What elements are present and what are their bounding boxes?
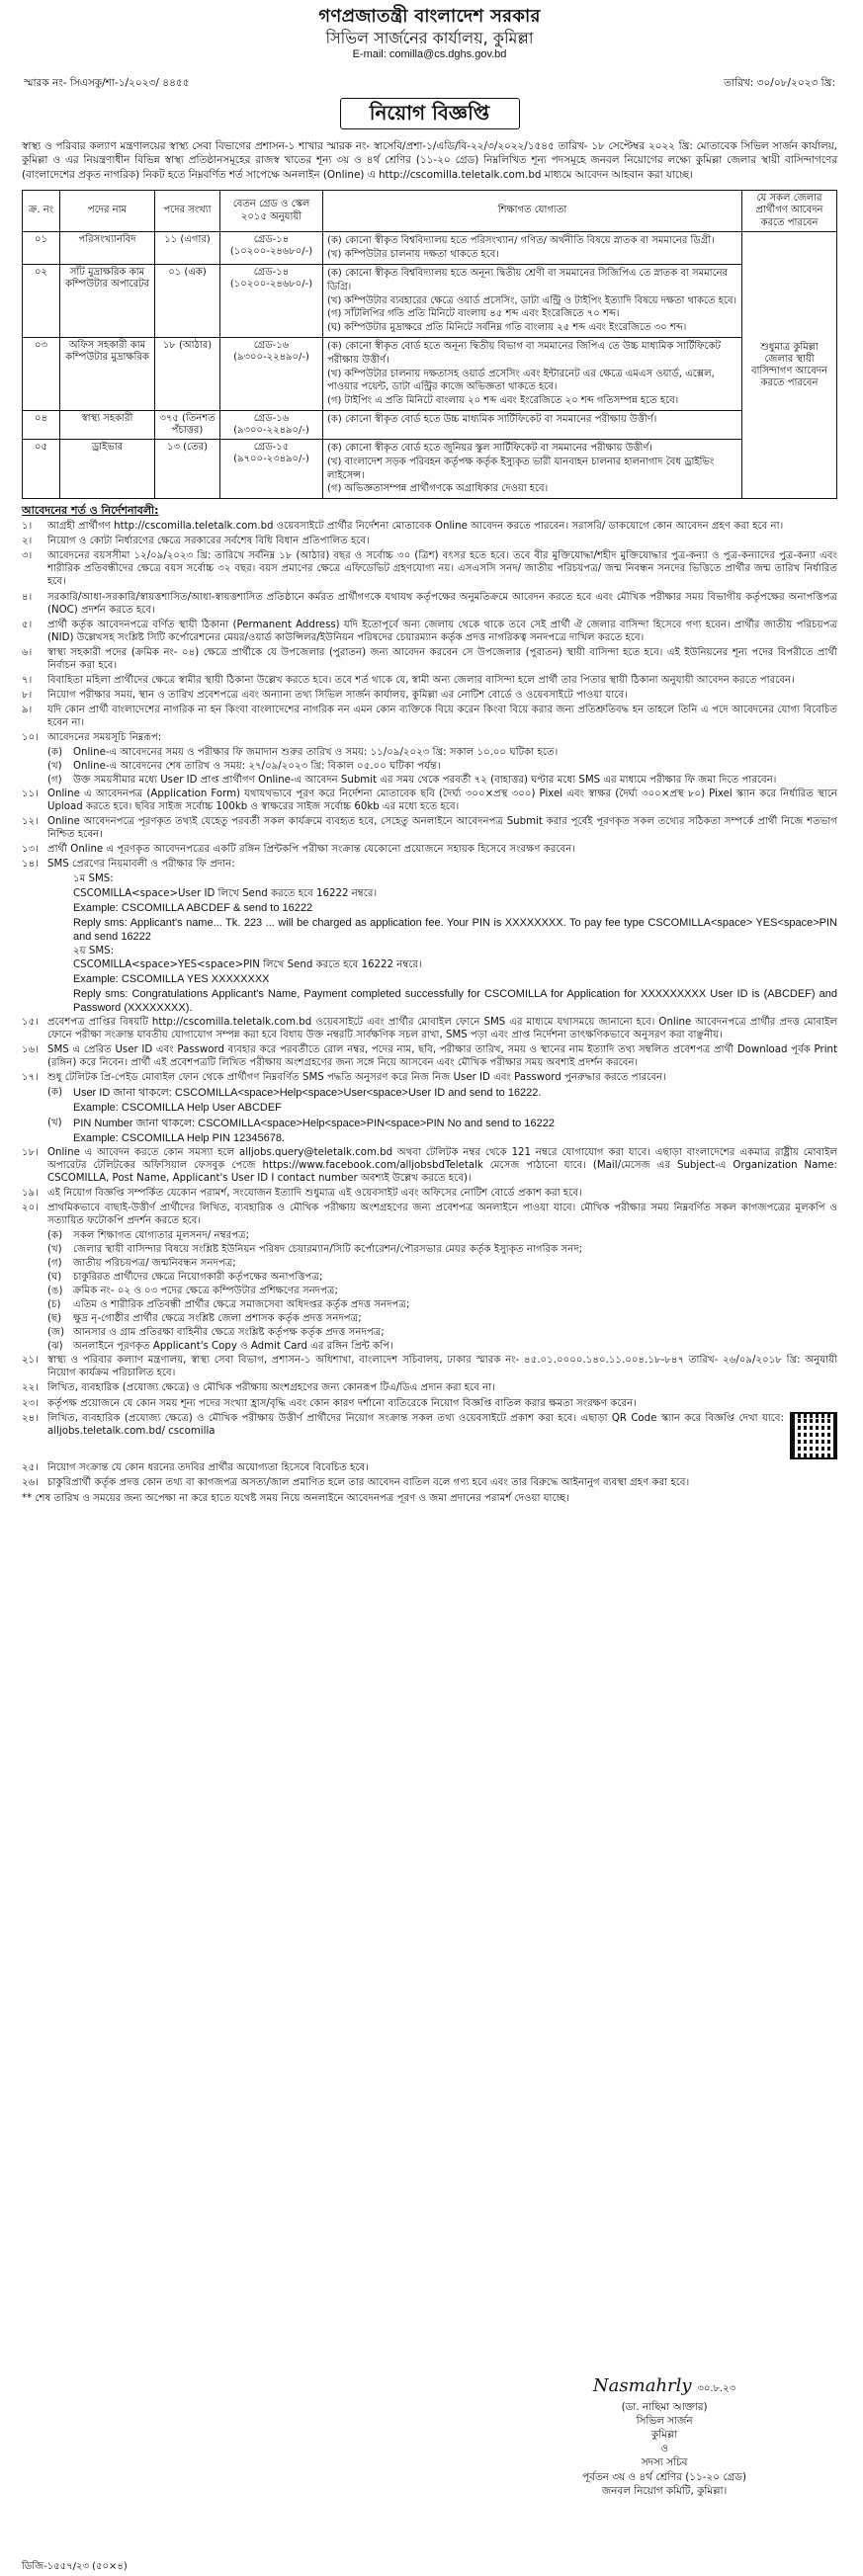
condition-number: ২৫। [22, 1461, 39, 1473]
row-district: শুধুমাত্র কুমিল্লা জেলার স্থায়ী বাসিন্দাগণ আবেদন করতে পারবেন [742, 232, 837, 499]
sub-marker [47, 945, 73, 957]
signatory-place: কুমিল্লা [650, 2429, 678, 2442]
condition-item [22, 520, 837, 533]
condition-text: নিয়োগ পরীক্ষার সময়, স্থান ও তারিখ প্রবেশপত্রে এবং অন্যান্য তথ্য সিভিল সার্জন কার্যালয়, কুমিল্লা এর নোটিশ বোর্ডে ও ওয়েবসাইটে পাওয়া যাবে। [47, 689, 628, 701]
condition-number: ৬। [22, 646, 33, 658]
condition-item [22, 1461, 837, 1474]
row-grade [220, 232, 323, 265]
qualification-item: (ক) কোনো স্বীকৃত বোর্ড হতে উচ্চ মাধ্যমিক সার্টিফিকেট বা সমমানের পরীক্ষায় উত্তীর্ণ। [327, 413, 657, 425]
committee-line2: জনবল নিয়োগ কমিটি, কুমিল্লা। [601, 2484, 728, 2497]
committee-line1: পূর্বতন ৩য় ও ৪র্থ শ্রেণির (১১-২০ গ্রেড) [582, 2470, 746, 2483]
sub-marker [47, 873, 73, 885]
sub-marker [47, 887, 73, 900]
sub-text: Example: CSCOMILLA Help PIN 12345678. [73, 1131, 286, 1144]
row-post-name: সাঁট মুদ্রাক্ষরিক কাম কম্পিউটার অপারেটর [60, 264, 155, 337]
condition-item [22, 815, 837, 841]
condition-text: শুধু টেলিটক প্রি-পেইড মোবাইল ফোন থেকে প্রার্থীগণ নিম্নবর্ণিত SMS পদ্ধতি অনুসরণ করে নিজ নিজ User ID এবং Password পুনরুদ্ধার করতে পারবেন। [47, 1072, 666, 1084]
row-serial: ০৩ [23, 337, 60, 410]
condition-number: ২৬। [22, 1476, 39, 1488]
signatory-role: সদস্য সচিব [641, 2456, 688, 2469]
condition-text: প্রাথমিকভাবে বাছাই-উত্তীর্ণ প্রার্থীদের লিখিত, ব্যবহারিক ও মৌখিক পরীক্ষায় অংশগ্রহণের জন্য প্রবেশপত্র অনলাইনে পাওয়া যাবে। মৌখিক পরীক্ষার সময় নিম্নবর্ণিত সকল কাগজপত্রের মূলকপি ও সত্যায়িত ফটোকপি প্রদর্শন করতে হবে। [47, 1202, 837, 1226]
sms-line [47, 958, 837, 971]
table-row [23, 264, 837, 337]
qualification-item: (গ) টাইপিং এ প্রতি মিনিটে বাংলায় ২০ শব্দ এবং ইংরেজিতে ২০ শব্দ গতিসম্পন্ন হতে হবে। [327, 395, 679, 407]
retrieve-item [47, 1086, 837, 1100]
notice-title: নিয়োগ বিজ্ঞপ্তি [340, 98, 520, 129]
sub-text: User ID জানা থাকলে: CSCOMILLA<space>Help<space>User<space>User ID and send to 16222. [73, 1087, 542, 1100]
pay-scale: (৯৩০০-২২৪৯০/-) [233, 351, 309, 363]
sub-text: ক্রমিক নং- ০২ ও ০৩ পদের ক্ষেত্রে কম্পিউটার প্রশিক্ষণের সনদপত্র; [73, 1286, 338, 1297]
grade-label: গ্রেড-১৪ [253, 266, 290, 278]
col-grade: বেতন গ্রেড ও স্কেল ২০১৫ অনুযায়ী [220, 190, 323, 232]
condition-number: ৭। [22, 674, 33, 686]
condition-item [22, 689, 837, 702]
sub-marker: (চ) [47, 1299, 61, 1311]
col-district: যে সকল জেলার প্রার্থীগণ আবেদন করতে পারবেন [742, 190, 837, 232]
document-item [47, 1271, 837, 1284]
memo-reference: স্মারক নং- সিএসকু/শা-১/২০২৩/ ৪৪৫৫ [24, 76, 190, 89]
condition-number: ৩। [22, 550, 33, 562]
row-post-name: ড্রাইভার [60, 439, 155, 498]
condition-item [22, 1397, 837, 1410]
condition-item [22, 1187, 837, 1200]
condition-text: যদি কোন প্রার্থী বাংলাদেশের নাগরিক না হন কিংবা বাংলাদেশের নাগরিক নন এমন কোন ব্যক্তিকে বিয়ে করেন কিংবা বিয়ে করার জন্য প্রতিশ্রুতিবদ্ধ হন তাহলে তিনি এ পদে আবেদনের যোগ্য বিবেচিত হবেন না। [47, 704, 837, 728]
condition-text: বিবাহিতা মহিলা প্রার্থীদের ক্ষেত্রে স্বামীর স্থায়ী ঠিকানা উল্লেখ করতে হবে। তবে শর্ত থাকে যে, স্বামী অন্য জেলার বাসিন্দা হলে প্রার্থী তার পিতার স্থায়ী ঠিকানা অনুযায়ী আবেদন করতে পারবেন। [47, 674, 795, 686]
row-serial: ০২ [23, 264, 60, 337]
grade-label: গ্রেড-১৪ [253, 234, 290, 246]
condition-number: ১৭। [22, 1072, 39, 1084]
row-qualification [323, 264, 742, 337]
pay-scale: (৯৭০০-২৩৪৯০/-) [233, 453, 309, 464]
condition-number: ৫। [22, 619, 33, 630]
condition-number: ১৩। [22, 844, 39, 856]
sub-text: Reply sms: Applicant's name... Tk. 223 ... will be charged as application fee. Your PIN is XXXXXXXX. To pay fee type CSCOMILLA<space> YES<space>PIN and send 16222 [73, 916, 837, 943]
table-header-row [23, 190, 837, 232]
condition-text: স্বাস্থ্য সহকারী পদের (ক্রমিক নং- ০৪) ক্ষেত্রে প্রার্থীকে যে উপজেলার (পুরাতন) জন্য আবেদন করবেন সে উপজেলার (পুরাতন) স্থায়ী বাসিন্দা হতে হবে। এই ইউনিয়নের শূন্য পদের বিপরীতে প্রার্থী নির্বাচন করা হবে। [47, 646, 838, 671]
condition-text: এই নিয়োগ বিজ্ঞপ্তি সম্পর্কিত যেকোন পরামর্শ, সংযোজন ইত্যাদি শুধুমাত্র এই ওয়েবসাইট এবং অফিসের নোটিশ বোর্ডে প্রকাশ করা হবে। [47, 1187, 582, 1199]
condition-text: প্রার্থী কর্তৃক আবেদনপত্রে বর্ণিত স্থায়ী ঠিকানা (Permanent Address) যদি ইতোপূর্বে অন্য জেলায় থেকে থাকে তবে সেই প্রার্থী ঐ জেলার বাসিন্দা হিসেবে গণ্য হবেন। প্রার্থীর জাতীয় পরিচয়পত্র (NID) উল্লেখসহ সংশ্লিষ্ট সিটি কর্পোরেশনের মেয়র/ওয়ার্ড কাউন্সিলর/ইউনিয়ন পরিষদের চেয়ারম্যান কর্তৃক প্রদত্ত নাগরিকত্ব সনদপত্রে দাখিল করতে হবে। [47, 619, 837, 643]
sub-marker: (গ) [47, 1258, 62, 1270]
condition-item [22, 788, 837, 813]
table-row [23, 232, 837, 265]
qualification-item: (খ) কম্পিউটার ব্যবহারের ক্ষেত্রে ওয়ার্ড প্রসেসিং, ডাটা এন্ট্রি ও টাইপিং ইত্যাদি বিষয়ে দক্ষতা থাকতে হবে। [327, 294, 737, 306]
condition-number: ১৫। [22, 1017, 39, 1029]
row-grade [220, 410, 323, 439]
col-post-count: পদের সংখ্যা [155, 190, 220, 232]
row-post-name: পরিসংখ্যানবিদ [60, 232, 155, 265]
row-grade [220, 439, 323, 498]
sub-marker: (খ) [47, 1117, 62, 1128]
row-grade [220, 264, 323, 337]
sub-marker: (জ) [47, 1327, 65, 1339]
condition-text: কর্তৃপক্ষ প্রয়োজনে যে কোন সময় শূন্য পদের সংখ্যা হ্রাস/বৃদ্ধি এবং কোন কারণ দর্শানো ব্যতিরেকে নিয়োগ বিজ্ঞপ্তি বাতিল করার ক্ষমতা সংরক্ষণ করেন। [47, 1397, 637, 1409]
sms-line [47, 945, 837, 957]
condition-number: ৪। [22, 591, 33, 603]
row-post-count: ১৩ (তের) [155, 439, 220, 498]
condition-item [22, 535, 837, 547]
row-serial: ০৫ [23, 439, 60, 498]
row-post-count: ০১ (এক) [155, 264, 220, 337]
sub-text: Reply sms: Congratulations Applicant's Name, Payment completed successfully for CSCOMILLA for Application for XXXXXXXXX User ID is (ABCDEF) and Password (XXXXXXXX). [73, 987, 837, 1015]
sub-marker: (ঝ) [47, 1341, 63, 1353]
signature-scrawl: Nasmahrly ৩০.৮.২৩ [592, 2375, 736, 2396]
document-item [47, 1340, 837, 1353]
closing-note: ** শেষ তারিখ ও সময়ের জন্য অপেক্ষা না করে হাতে যথেষ্ট সময় নিয়ে অনলাইনে আবেদনপত্র পূরণ ও জমা প্রদানের পরামর্শ দেওয়া যাচ্ছে। [22, 1492, 569, 1504]
conditions-title: আবেদনের শর্ত ও নির্দেশনাবলী: [22, 504, 159, 518]
condition-text: সরকারি/আধা-সরকারি/স্বায়ত্তশাসিত/আধা-স্বায়ত্তশাসিত প্রতিষ্ঠানে কর্মরত প্রার্থীগণকে যথাযথ কর্তৃপক্ষের অনুমতিক্রমে আবেদন করতে হবে এবং মৌখিক পরীক্ষার সময় বিভাগীয় কর্তৃপক্ষের অনাপত্তিপত্র (NOC) প্রদর্শন করতে হবে। [47, 591, 837, 616]
grade-label: গ্রেড-১৬ [253, 339, 290, 351]
condition-item [22, 619, 837, 644]
row-qualification [323, 439, 742, 498]
memo-date: তারিখ: ৩০/০৮/২০২৩ খ্রি: [724, 76, 835, 89]
row-serial: ০৪ [23, 410, 60, 439]
table-row [23, 337, 837, 410]
condition-number: ৮। [22, 689, 33, 701]
condition-text: আবেদনের বয়সসীমা ১২/০৯/২০২৩ খ্রি: তারিখে সর্বনিম্ন ১৮ (আঠার) বছর ও সর্বোচ্চ ৩০ (ত্রিশ) বৎসর হতে হবে। তবে বীর মুক্তিযোদ্ধা/শহীদ মুক্তিযোদ্ধার পুত্র-কন্যা ও পুত্র-কন্যাদের পুত্র-কন্যা এবং শারীরিক প্রতিবন্ধীদের ক্ষেত্রে বয়স সর্বোচ্চ ৩২ বছর। বয়স প্রমাণের ক্ষেত্রে এফিডেভিট গ্রহণযোগ্য নয়। এসএসসি সনদ/ জাতীয় পরিচয়পত্র/ জন্ম নিবন্ধন সনদের ভিত্তিতে প্রার্থীর জন্ম তারিখ নির্ধারিত হবে। [47, 550, 837, 588]
row-post-name: অফিস সহকারী কাম কম্পিউটার মুদ্রাক্ষরিক [60, 337, 155, 410]
sub-text: Online-এ আবেদনের সময় ও পরীক্ষার ফি জমাদান শুরুর তারিখ ও সময়: ১১/০৯/২০২৩ খ্রি: সকাল ১০.০০ ঘটিকা হতে। [73, 747, 559, 759]
condition-text: আবেদনের সময়সূচি নিম্নরূপ: [47, 732, 162, 743]
sub-marker [47, 958, 73, 971]
retrieve-item [47, 1117, 837, 1130]
qualification-item: (ক) কোনো স্বীকৃত বিশ্ববিদ্যালয় হতে অনূন্য দ্বিতীয় শ্রেণী বা সমমানের সিজিপিএ তে স্নাতক বা সমমানের ডিগ্রি। [327, 267, 729, 292]
sub-text: Example: CSCOMILLA YES XXXXXXXX [73, 972, 270, 985]
condition-item [22, 1146, 837, 1185]
condition-text: Online এ আবেদনপত্র (Application Form) যথাযথভাবে পূরণ করে নির্দেশনা মোতাবেক ছবি (দৈর্ঘ্য ৩০০×প্রস্থ ৩০০) Pixel এবং স্বাক্ষর (দৈর্ঘ্য ৩০০×প্রস্থ ৮০) Pixel স্ক্যান করে নির্ধারিত স্থানে Upload করতে হবে। ছবির সাইজ সর্বোচ্চ 100kb ও স্বাক্ষরের সাইজ সর্বোচ্চ 60kb এর মধ্যে হতে হবে। [47, 789, 837, 813]
footer-code: ডিজি-১৫৫৭/২৩ (৫০×৪) [22, 2561, 128, 2572]
condition-number: ১৯। [22, 1187, 39, 1199]
condition-item [22, 1202, 837, 1227]
condition-item [22, 1071, 837, 1084]
sub-marker: (খ) [47, 761, 62, 773]
condition-text: Online এ আবেদন করতে কোন সমস্যা হলে alljobs.query@teletalk.com.bd অথবা টেলিটক নম্বর থেকে 121 নম্বরে যোগাযোগ করা যাবে। এছাড়া বাংলাদেশের একমাত্র রাষ্ট্রীয় মোবাইল অপারেটর টেলিটকের অফিসিয়াল ফেসবুক পেজে https://www.facebook.com/alljobsbdTeletalk মেসেজ পাঠানো যাবে। (Mail/মেসেজ এর Subject-এ Organization Name: CSCOMILLA, Post Name, Applicant's User ID I contact number অবশ্যই উল্লেখ করতে হবে)। [47, 1146, 837, 1184]
condition-text: প্রবেশপত্র প্রাপ্তির বিষয়টি http://cscomilla.teletalk.com.bd ওয়েবসাইটে এবং প্রার্থীর মোবাইল ফোনে SMS এর মাধ্যমে যথাসময়ে জানানো হবে। Online আবেদনপত্রে প্রার্থীর প্রদত্ত মোবাইল ফোনে পরীক্ষা সংক্রান্ত যাবতীয় যোগাযোগ সম্পন্ন করা হবে বিধায় উক্ত নম্বরটি সার্বক্ষণিক সচল রাখা, SMS পড়া এবং প্রাপ্ত নির্দেশনা তাৎক্ষণিকভাবে অনুসরণ করা বাঞ্ছনীয়। [47, 1017, 837, 1041]
row-post-count: ১১ (এগার) [155, 232, 220, 265]
sub-text: CSCOMILLA<space>User ID লিখে Send করতে হবে 16222 নম্বরে। [73, 887, 378, 899]
signatory-name: (ডা. নাছিমা আক্তার) [621, 2401, 708, 2414]
document-item [47, 1229, 837, 1242]
sub-marker: (গ) [47, 775, 62, 787]
condition-text: প্রার্থী Online এ পূরণকৃত আবেদনপত্রের একটি রঙ্গিন প্রিন্টকপি পরীক্ষা সংক্রান্ত যেকোনো প্রয়োজনে সহায়ক হিসেবে সংরক্ষণ করবেন। [47, 844, 575, 856]
sms-line [47, 987, 837, 1015]
condition-item [22, 704, 837, 729]
schedule-item [47, 760, 837, 773]
table-row [23, 439, 837, 498]
condition-text: Online আবেদনপত্রে পূরণকৃত তথ্যই যেহেতু পরবর্তী সকল কার্যক্রমে ব্যবহৃত হবে, সেহেতু অনলাইনে আবেদনপত্র Submit করার পূর্বেই পূরণকৃত সকল তথ্যের সঠিকতা সম্পর্কে প্রার্থী নিজে শতভাগ নিশ্চিত হবেন। [47, 816, 837, 841]
sub-text: চাকুরিরত প্রার্থীদের ক্ষেত্রে নিয়োগকারী কর্তৃপক্ষের অনাপত্তিপত্র; [73, 1272, 323, 1284]
pay-scale: (৯৩০০-২২৪৯০/-) [233, 424, 309, 436]
condition-number: ৯। [22, 704, 33, 715]
letterhead [22, 0, 837, 61]
qualification-item: (খ) কম্পিউটার চালনায় দক্ষতাসহ ওয়ার্ড প্রসেসিং এবং ইন্টারনেট এর ক্ষেত্রে এমএস ওয়ার্ড, এক্সেল, পাওয়ার পয়েন্ট, ডাটা এন্ট্রির কাজে অভিজ্ঞতা থাকতে হবে। [327, 368, 715, 393]
table-row [23, 410, 837, 439]
sub-marker: (ঙ) [47, 1286, 63, 1297]
document-item [47, 1257, 837, 1270]
condition-number: ২৩। [22, 1397, 39, 1409]
col-serial: ক্র. নং [23, 190, 60, 232]
condition-number: ১২। [22, 816, 39, 828]
condition-item [22, 731, 837, 744]
condition-text: লিখিত, ব্যবহারিক (প্রযোজ্য ক্ষেত্রে) ও মৌখিক পরীক্ষায় উত্তীর্ণ প্রার্থীদের নিয়োগ সংক্রান্ত সকল তথ্য ওয়েবসাইটে প্রকাশ করা হবে। এছাড়া QR Code স্ক্যান করে বিজ্ঞপ্তি দেখা যাবে: alljobs.teletalk.com.bd/ cscomilla [47, 1412, 784, 1437]
qr-code[interactable] [790, 1412, 837, 1459]
qualification-item: (খ) বাংলাদেশ সড়ক পরিবহন কর্তৃপক্ষ কর্তৃক ইস্যুকৃত ভারী যানবাহন চালনার হালনাগাদ বৈধ ড্রাইভিং লাইসেন্স। [327, 456, 715, 481]
row-serial: ০১ [23, 232, 60, 265]
sub-marker: (ঘ) [47, 1272, 62, 1284]
signatory-and: ও [660, 2443, 668, 2455]
condition-number: ১৮। [22, 1146, 39, 1158]
schedule-item [47, 746, 837, 759]
qualification-item: (ক) কোনো স্বীকৃত বিশ্ববিদ্যালয় হতে পরিসংখ্যান/ গণিত/ অর্থনীতি বিষয়ে স্নাতক বা সমমানের ডিগ্রী। [327, 235, 715, 247]
condition-number: ২২। [22, 1382, 39, 1394]
sub-text: CSCOMILLA<space>YES<space>PIN লিখে Send করতে হবে 16222 নম্বরে। [73, 958, 422, 970]
grade-label: গ্রেড-১৬ [253, 412, 290, 424]
sub-text: Online-এ আবেদনের শেষ তারিখ ও সময়: ২৭/০৯/২০২৩ খ্রি: বিকাল ০৫.০০ ঘটিকা পর্যন্ত। [73, 761, 441, 773]
condition-text: SMS এ প্রেরিত User ID এবং Password ব্যবহার করে পরবর্তীতে রোল নম্বর, পদের নাম, ছবি, পরীক্ষার তারিখ, সময় ও স্থানের নাম ইত্যাদি তথ্য সম্বলিত প্রবেশপত্র প্রার্থী Download পূর্বক Print (রঙ্গিন) করে নিবেন। প্রার্থী এই প্রবেশপত্রটি লিখিত পরীক্ষায় অংশগ্রহণের জন্য সঙ্গে নিয়ে আসবেন এবং মৌখিক পরীক্ষার সময় অবশ্যই প্রদর্শন করবেন। [47, 1044, 837, 1069]
condition-text: লিখিত, ব্যবহারিক (প্রযোজ্য ক্ষেত্রে) ও মৌখিক পরীক্ষায় অংশগ্রহণের জন্য কোনরূপ টিএ/ডিএ প্রদান করা হবে না। [47, 1382, 495, 1394]
signature-block [582, 2374, 746, 2498]
sub-marker: (ক) [47, 747, 63, 759]
document-item [47, 1312, 837, 1325]
condition-text: SMS প্রেরণের নিয়মাবলী ও পরীক্ষার ফি প্রদান: [47, 859, 235, 871]
sub-marker [47, 972, 73, 986]
sub-text: অনলাইনে পূরণকৃত Applicant's Copy ও Admit Card এর রঙ্গিন প্রিন্ট কপি। [73, 1341, 393, 1353]
sub-marker [47, 901, 73, 915]
qualification-item: (গ) অভিজ্ঞতাসম্পন্ন প্রার্থীগণকে অগ্রাধিকার দেওয়া হবে। [327, 483, 549, 495]
row-post-count: ১৮ (আঠার) [155, 337, 220, 410]
sms-line [47, 901, 837, 915]
condition-text: স্বাস্থ্য ও পরিবার কল্যাণ মন্ত্রণালয়, স্বাস্থ্য সেবা বিভাগ, প্রশাসন-১ অধিশাখা, বাংলাদেশ সচিবালয়, ঢাকার স্মারক নং- ৪৫.০১.০০০০.১৪০.১১.০০৪.১৮-৮৪৭ তারিখ- ২৬/০৯/২০১৮ খ্রি: অনুযায়ী নিয়োগ কার্যক্রম পরিচালিত হবে। [47, 1355, 837, 1379]
condition-item [22, 1043, 837, 1069]
sms-line [47, 972, 837, 986]
row-grade [220, 337, 323, 410]
condition-number: ১। [22, 521, 33, 533]
sub-text: Example: CSCOMILLA Help User ABCDEF [73, 1102, 282, 1115]
sub-text: জাতীয় পরিচয়পত্র/ জন্মনিবন্ধন সনদপত্র; [73, 1258, 236, 1270]
sub-text: সকল শিক্ষাগত যোগ্যতার মূলসনদ/ নম্বরপত্র; [73, 1229, 250, 1241]
condition-number: ১৬। [22, 1044, 39, 1056]
retrieve-item [47, 1101, 837, 1115]
condition-item [22, 1412, 837, 1459]
signature-date: ৩০.৮.২৩ [697, 2383, 736, 2394]
condition-number: ১৪। [22, 859, 39, 871]
row-post-name: স্বাস্থ্য সহকারী [60, 410, 155, 439]
sub-marker: (ক) [47, 1229, 63, 1241]
condition-item [22, 1354, 837, 1379]
condition-item [22, 843, 837, 856]
memo-line [22, 77, 837, 90]
sms-line [47, 887, 837, 900]
condition-number: ২১। [22, 1355, 39, 1367]
row-qualification [323, 337, 742, 410]
sub-text: PIN Number জানা থাকলে: CSCOMILLA<space>Help<space>PIN<space>PIN No and send to 16222 [73, 1117, 555, 1129]
row-qualification [323, 410, 742, 439]
sub-text: ২য় SMS: [73, 945, 115, 956]
qualification-item: (খ) কম্পিউটার চালনায় দক্ষতা থাকতে হবে। [327, 249, 499, 261]
office-name: সিভিল সার্জনের কার্যালয়, কুমিল্লা [325, 28, 534, 47]
sub-text: Example: CSCOMILLA ABCDEF & send to 16222 [73, 901, 313, 914]
sms-line [47, 916, 837, 944]
sub-marker [47, 1101, 73, 1115]
sub-text: এতিম ও শারীরিক প্রতিবন্ধী প্রার্থীর ক্ষেত্রে সমাজসেবা অধিদপ্তর কর্তৃক প্রদত্ত সনদপত্র; [73, 1299, 410, 1311]
col-post-name: পদের নাম [60, 190, 155, 232]
sub-text: ১ম SMS: [73, 873, 114, 885]
conditions-list [22, 520, 837, 1504]
sub-text: আনসার ও গ্রাম প্রতিরক্ষা বাহিনীর ক্ষেত্রে সংশ্লিষ্ট কর্তৃপক্ষ কর্তৃক প্রদত্ত সনদপত্র; [73, 1327, 385, 1339]
qualification-item: (গ) সাঁটলিপির গতি প্রতি মিনিটে বাংলায় ৪৫ শব্দ এবং ইংরেজিতে ৭০ শব্দ। [327, 308, 620, 320]
qualification-item: (ঘ) কম্পিউটার মুদ্রাক্ষরে প্রতি মিনিটে সর্বনিম্ন গতি বাংলায় ২৫ শব্দ এবং ইংরেজিতে ৩০ শব্দ। [327, 322, 687, 334]
condition-number: ১০। [22, 732, 39, 743]
condition-number: ১১। [22, 789, 39, 800]
condition-item [22, 1476, 837, 1489]
sub-marker: (খ) [47, 1244, 62, 1255]
sub-marker: (ক) [47, 1087, 63, 1099]
condition-number: ২০। [22, 1202, 39, 1213]
sub-text: জেলার স্থায়ী বাসিন্দার বিষয়ে সংশ্লিষ্ট ইউনিয়ন পরিষদ চেয়ারম্যান/সিটি কর্পোরেশন/পৌরসভার মেয়র কর্তৃক ইস্যুকৃত নাগরিক সনদ; [73, 1244, 583, 1255]
condition-text: আগ্রহী প্রার্থীগণ http://cscomilla.teletalk.com.bd ওয়েবসাইটে প্রার্থীর নির্দেশনা মোতাবেক Online আবেদন করতে পারবেন। সরাসরি/ ডাকযোগে কোন আবেদন গ্রহণ করা হবে না। [47, 521, 784, 533]
grade-label: গ্রেড-১৫ [253, 441, 290, 453]
sub-text: উক্ত সময়সীমার মধ্যে User ID প্রাপ্ত প্রার্থীগণ Online-এ আবেদন Submit এর সময় থেকে পরবর্তী ৭২ (বাহাত্তর) ঘণ্টার মধ্যে SMS এর মাধ্যমে পরীক্ষার ফি জমা দিতে পারবেন। [73, 775, 777, 787]
government-name: গণপ্রজাতন্ত্রী বাংলাদেশ সরকার [318, 6, 541, 27]
qualification-item: (ক) কোনো স্বীকৃত বোর্ড হতে জুনিয়র স্কুল সার্টিফিকেট বা সমমানের পরীক্ষায় উত্তীর্ণ। [327, 442, 653, 454]
document-item [47, 1243, 837, 1256]
office-email: E-mail: comilla@cs.dghs.gov.bd [352, 47, 507, 60]
condition-item [22, 549, 837, 588]
document-item [47, 1298, 837, 1311]
condition-text: নিয়োগ সংক্রান্ত যে কোন ধরনের তদবির প্রার্থীর অযোগ্যতা হিসেবে বিবেচিত হবে। [47, 1461, 369, 1473]
sms-line [47, 873, 837, 885]
row-post-count: ৩৭৫ (তিনশত পঁচাত্তর) [155, 410, 220, 439]
intro-paragraph: স্বাস্থ্য ও পরিবার কল্যাণ মন্ত্রণালয়ের স্বাস্থ্য সেবা বিভাগের প্রশাসন-১ শাখার স্মারক নং- স্বাসেবি/প্রশা-১/এডি/বি-২২/৩/২০২২/১৫৪৫ তারিখ- ১৮ সেপ্টেম্বর ২০২২ খ্রি: মোতাবেক সিভিল সার্জন কার্যালয়, কুমিল্লা ও এর নিয়ন্ত্রণাধীন বিভিন্ন স্বাস্থ্য প্রতিষ্ঠানসমূহের রাজস্ব খাতের শূন্য ৩য় ও ৪র্থ শ্রেণির (১১-২০ গ্রেড) নিম্নলিখিত শূন্য পদসমূহে জনবল নিয়োগের লক্ষ্যে কুমিল্লা জেলার স্থায়ী বাসিন্দাগণের (বাংলাদেশের প্রকৃত নাগরিক) নিকট হতে নিম্নবর্ণিত শর্ত সাপেক্ষে অনলাইন (Online) এ http://cscomilla.teletalk.com.bd মাধ্যমে আবেদন আহবান করা যাচ্ছে। [22, 139, 837, 182]
vacancy-table [22, 190, 837, 499]
document-item [47, 1326, 837, 1339]
condition-item [22, 591, 837, 617]
document-item [47, 1285, 837, 1297]
condition-item [22, 674, 837, 687]
pay-scale: (১০২০০-২৪৬৮০/-) [229, 246, 313, 258]
condition-number: ২। [22, 536, 33, 547]
condition-text: নিয়োগ ও কোটা নির্ধারণের ক্ষেত্রে সরকারের সর্বশেষ বিধি বিধান প্রতিপালিত হবে। [47, 536, 370, 547]
col-qualification: শিক্ষাগত যোগ্যতা [323, 190, 742, 232]
sub-marker [47, 916, 73, 944]
condition-text: চাকুরিপ্রার্থী কর্তৃক প্রদত্ত কোন তথ্য বা কাগজপত্র অসত্য/জাল প্রমাণিত হলে তার আবেদন বাতিল বলে গণ্য হবে এবং তার বিরুদ্ধে আইনানুগ ব্যবস্থা গ্রহণ করা হবে। [47, 1476, 690, 1488]
sub-marker [47, 1131, 73, 1145]
condition-item [22, 646, 837, 672]
condition-item [22, 1016, 837, 1041]
pay-scale: (১০২০০-২৪৬৮০/-) [229, 278, 313, 290]
retrieve-item [47, 1131, 837, 1145]
condition-item [22, 1381, 837, 1394]
qualification-item: (ক) কোনো স্বীকৃত বোর্ড হতে অনূন্য দ্বিতীয় বিভাগ বা সমমানের জিপিএ তে উচ্চ মাধ্যমিক সার্টিফিকেট পরীক্ষায় উত্তীর্ণ। [327, 340, 721, 366]
sub-text: ক্ষুদ্র নৃ-গোষ্ঠীর প্রার্থীর ক্ষেত্রে সংশ্লিষ্ট জেলা প্রশাসক কর্তৃক প্রদত্ত সনদপত্র; [73, 1313, 362, 1325]
condition-number: ২৪। [22, 1412, 39, 1424]
row-qualification [323, 232, 742, 265]
schedule-item [47, 774, 837, 787]
sub-marker [47, 987, 73, 1015]
sub-marker: (ছ) [47, 1313, 62, 1325]
signatory-post: সিভিল সার্জন [636, 2415, 693, 2428]
condition-item [22, 858, 837, 871]
